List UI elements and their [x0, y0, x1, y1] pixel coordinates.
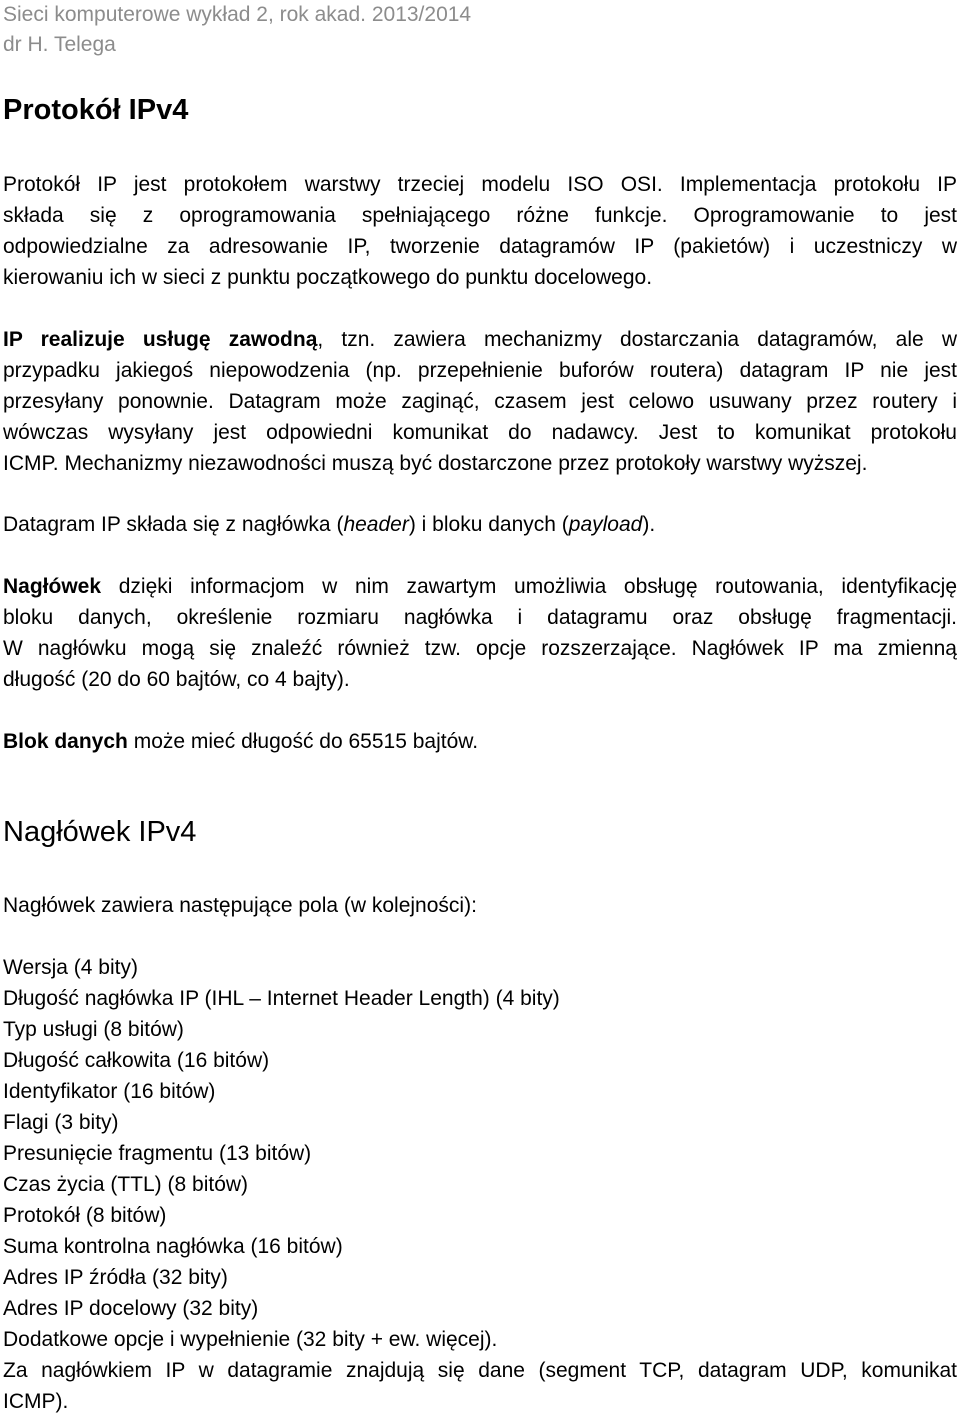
- bold-phrase: Blok danych: [3, 730, 128, 753]
- text-line: Za nagłówkiem IP w datagramie znajdują się dane (segment TCP, datagram UDP, komunikat: [3, 1359, 957, 1382]
- list-item: Długość nagłówka IP (IHL – Internet Header Length) (4 bity): [3, 987, 560, 1010]
- list-item: Czas życia (TTL) (8 bitów): [3, 1173, 249, 1196]
- text-line: Nagłówek dzięki informacjom w nim zawartym umożliwia obsługę routowania, identyfikację: [3, 575, 957, 598]
- paragraph-fields-intro: Nagłówek zawiera następujące pola (w kolejności):: [3, 894, 477, 917]
- list-item: Identyfikator (16 bitów): [3, 1080, 216, 1103]
- section-heading-protocol: Protokół IPv4: [3, 94, 189, 126]
- list-item: Długość całkowita (16 bitów): [3, 1049, 270, 1072]
- term-header: header: [343, 513, 409, 536]
- list-item: Typ usługi (8 bitów): [3, 1018, 184, 1041]
- list-item: Presunięcie fragmentu (13 bitów): [3, 1142, 312, 1165]
- text-line: bloku danych, określenie rozmiaru nagłówka i datagramu oraz obsługę fragmentacji.: [3, 606, 957, 629]
- paragraph-closing: [3, 1355, 957, 1417]
- text-line: Protokół IP jest protokołem warstwy trzeciej modelu ISO OSI. Implementacja protokołu IP: [3, 173, 957, 196]
- list-item: Flagi (3 bity): [3, 1111, 119, 1134]
- term-payload: payload: [568, 513, 643, 536]
- paragraph-payload-size: Blok danych może mieć długość do 65515 bajtów.: [3, 730, 479, 753]
- text-line: odpowiedzialne za adresowanie IP, tworzenie datagramów IP (pakietów) i uczestniczy w: [3, 235, 957, 258]
- list-item: Protokół (8 bitów): [3, 1204, 167, 1227]
- text-line: przesyłany ponownie. Datagram może zaginąć, czasem jest celowo usuwany przez routery i: [3, 390, 957, 413]
- text-line: wówczas wysyłany jest odpowiedni komunikat do nadawcy. Jest to komunikat protokołu: [3, 421, 957, 444]
- running-header: [3, 0, 471, 60]
- course-title: Sieci komputerowe wykład 2, rok akad. 2013/2014: [3, 3, 472, 26]
- list-item: Wersja (4 bity): [3, 956, 138, 979]
- text-line: W nagłówku mogą się znaleźć również tzw. opcje rozszerzające. Nagłówek IP ma zmienną: [3, 637, 957, 660]
- text-line: przypadku jakiegoś niepowodzenia (np. przepełnienie buforów routera) datagram IP nie jest: [3, 359, 957, 382]
- lecturer-name: dr H. Telega: [3, 33, 116, 56]
- list-item: Suma kontrolna nagłówka (16 bitów): [3, 1235, 343, 1258]
- section-heading-header: Nagłówek IPv4: [3, 816, 197, 848]
- list-item: Adres IP docelowy (32 bity): [3, 1297, 259, 1320]
- text-line: długość (20 do 60 bajtów, co 4 bajty).: [3, 668, 350, 691]
- text-line: ICMP. Mechanizmy niezawodności muszą być dostarczone przez protokoły warstwy wyższej.: [3, 452, 868, 475]
- paragraph-datagram-structure: Datagram IP składa się z nagłówka (header) i bloku danych (payload).: [3, 513, 656, 536]
- bold-phrase: IP realizuje usługę zawodną: [3, 328, 318, 351]
- text-line: kierowaniu ich w sieci z punktu początkowego do punktu docelowego.: [3, 266, 653, 289]
- paragraph-unreliable-service: [3, 324, 957, 479]
- text-line: ICMP).: [3, 1390, 69, 1413]
- header-fields-list: [3, 952, 560, 1355]
- paragraph-intro: [3, 169, 957, 293]
- paragraph-header-description: [3, 571, 957, 695]
- list-item: Dodatkowe opcje i wypełnienie (32 bity + ew. więcej).: [3, 1328, 498, 1351]
- text-line: IP realizuje usługę zawodną, tzn. zawiera mechanizmy dostarczania datagramów, ale w: [3, 328, 958, 351]
- text-line: składa się z oprogramowania spełniającego różne funkcje. Oprogramowanie to jest: [3, 204, 957, 227]
- bold-phrase: Nagłówek: [3, 575, 102, 598]
- list-item: Adres IP źródła (32 bity): [3, 1266, 228, 1289]
